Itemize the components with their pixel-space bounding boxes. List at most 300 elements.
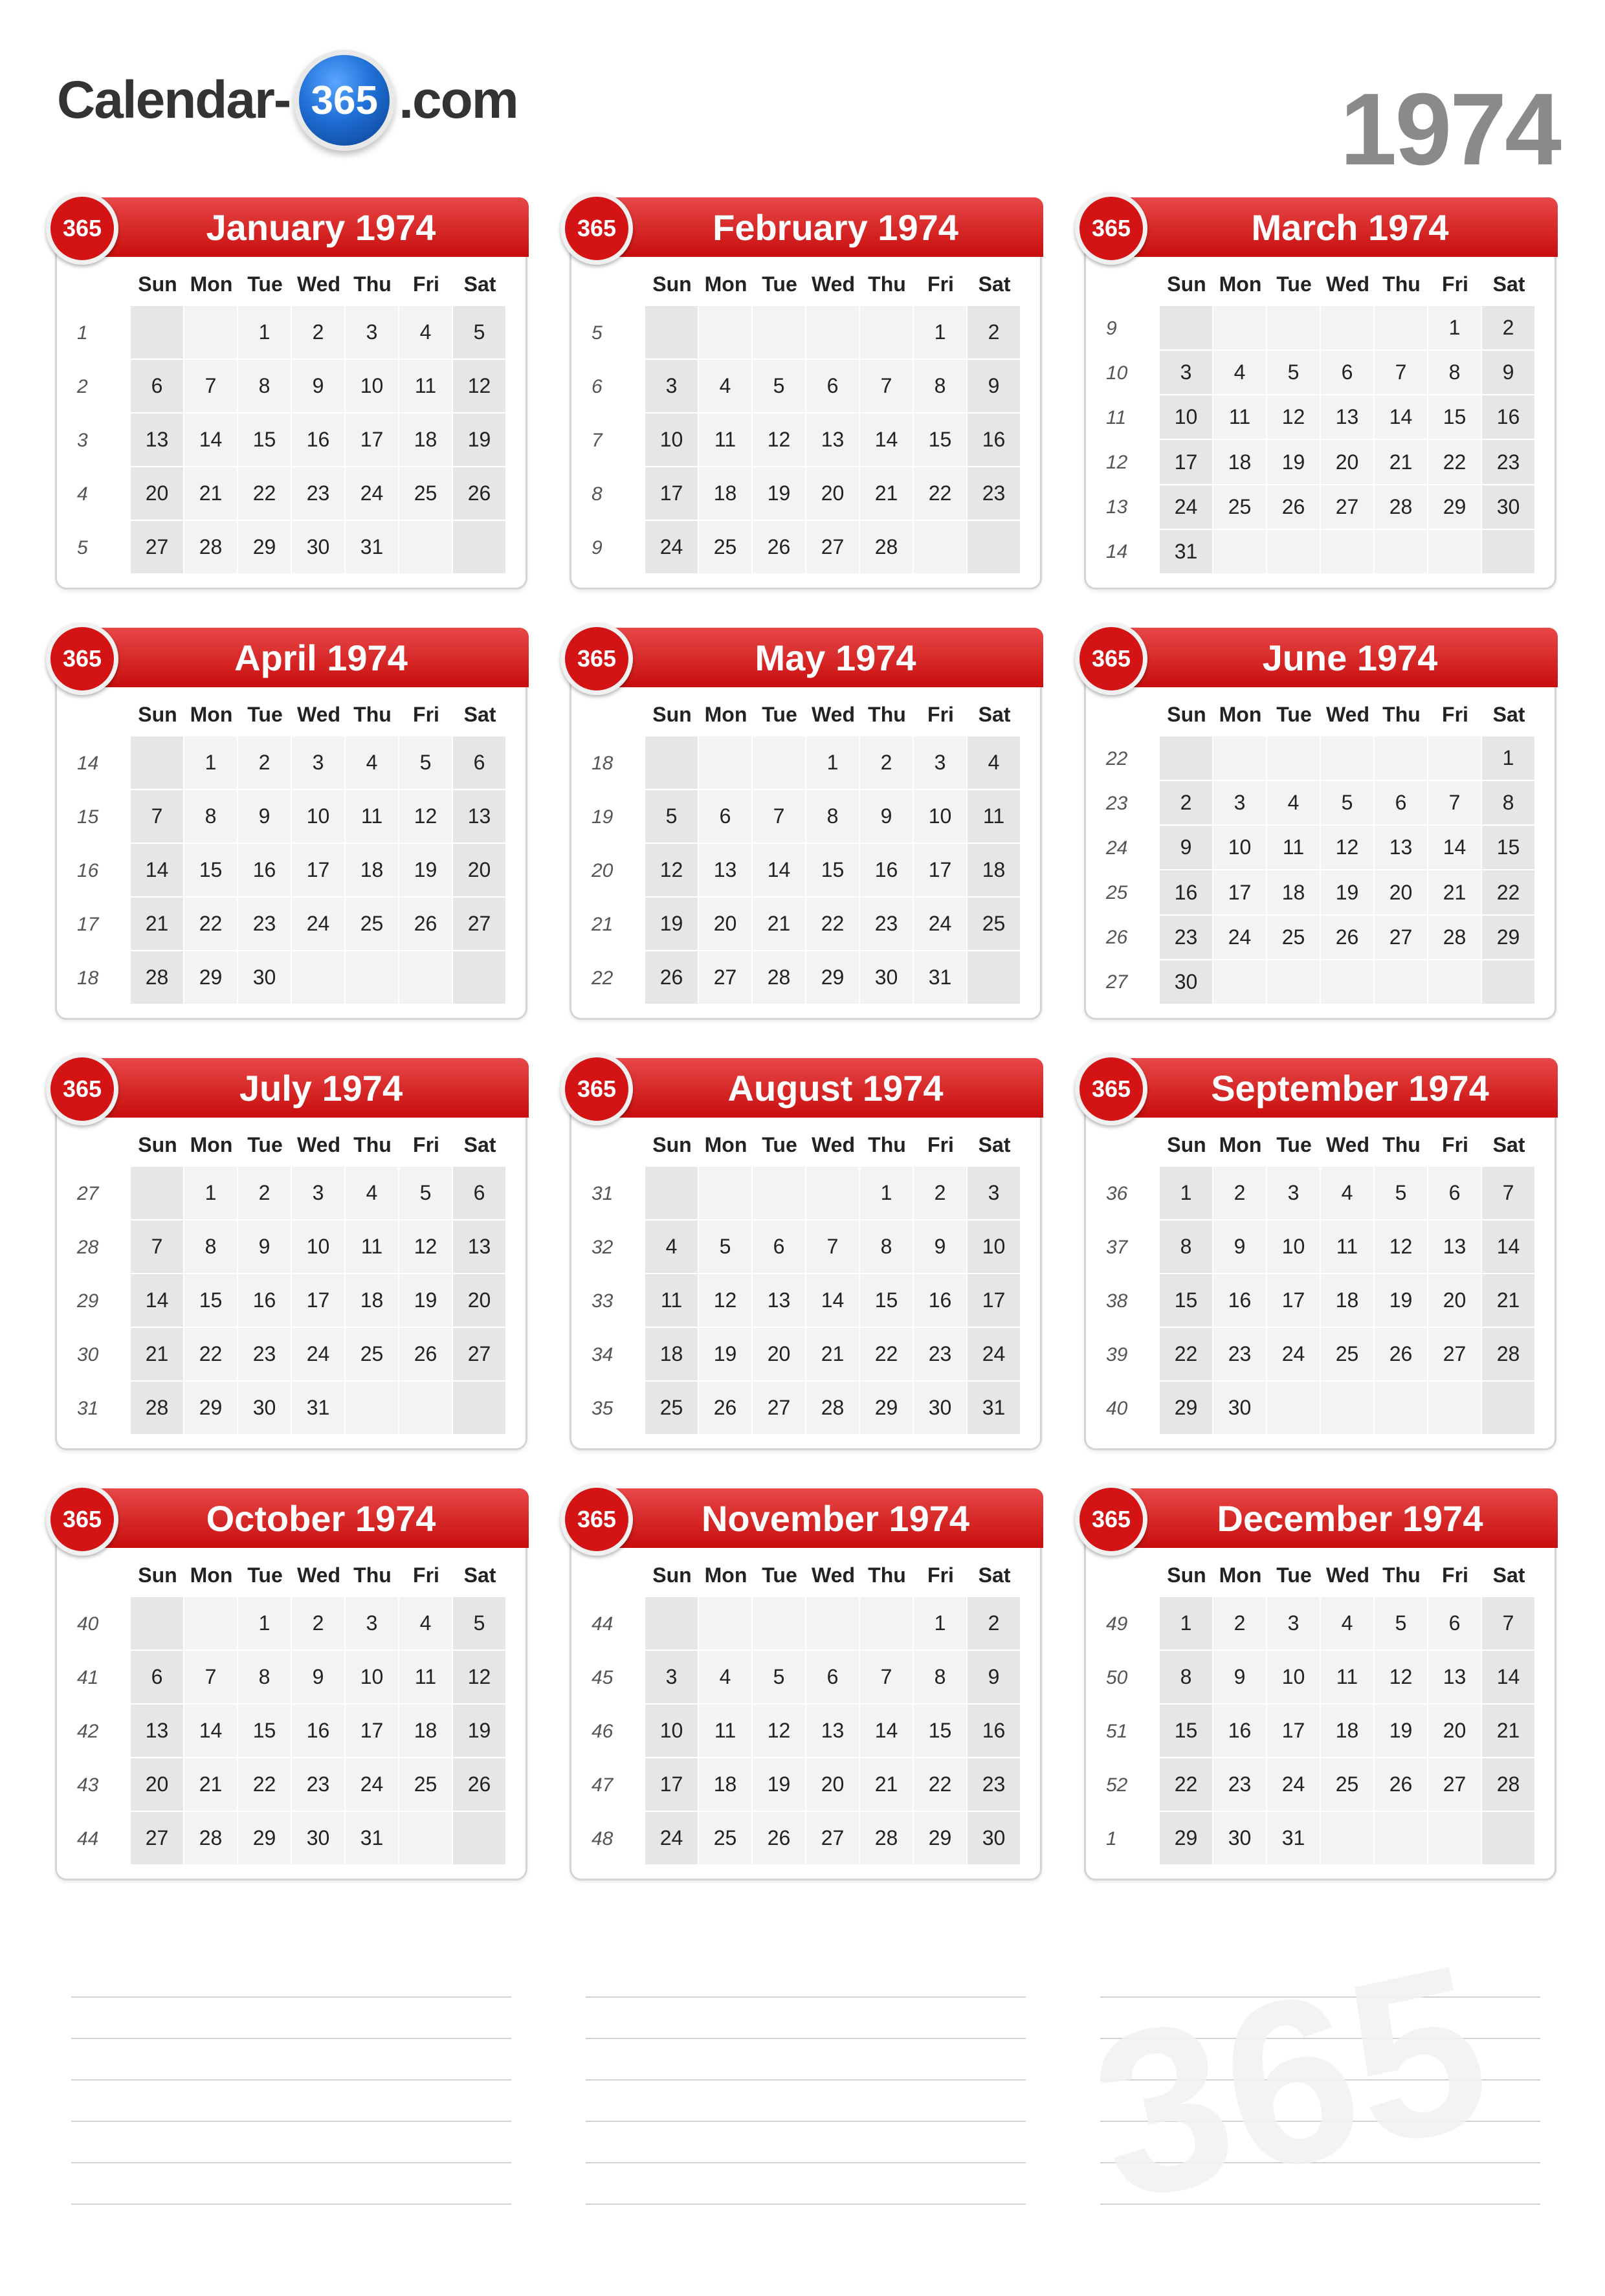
day-cell[interactable]: 29 [238,1812,292,1866]
day-cell[interactable]: 27 [1428,1758,1482,1812]
day-cell[interactable]: 7 [1482,1167,1536,1220]
day-cell[interactable]: 11 [399,1651,453,1705]
day-cell[interactable]: 3 [292,1167,346,1220]
day-cell[interactable]: 18 [1321,1705,1375,1758]
day-cell[interactable]: 24 [645,521,699,575]
day-cell[interactable]: 16 [1213,1705,1267,1758]
day-cell[interactable]: 16 [238,1274,292,1328]
day-cell[interactable]: 21 [1428,870,1482,915]
day-cell[interactable]: 24 [914,898,968,951]
day-cell[interactable]: 13 [806,1705,860,1758]
day-cell[interactable]: 13 [753,1274,806,1328]
day-cell[interactable]: 26 [753,1812,806,1866]
day-cell[interactable]: 23 [292,467,346,521]
day-cell[interactable]: 10 [346,360,399,414]
day-cell[interactable]: 28 [806,1382,860,1435]
day-cell[interactable]: 4 [968,736,1021,790]
day-cell[interactable]: 12 [453,1651,507,1705]
day-cell[interactable]: 9 [860,790,914,844]
day-cell[interactable]: 5 [753,360,806,414]
day-cell[interactable]: 7 [806,1220,860,1274]
day-cell[interactable]: 17 [1160,440,1213,485]
day-cell[interactable]: 1 [860,1167,914,1220]
day-cell[interactable]: 22 [238,1758,292,1812]
day-cell[interactable]: 29 [1160,1812,1213,1866]
day-cell[interactable]: 8 [1482,781,1536,826]
day-cell[interactable]: 9 [292,360,346,414]
day-cell[interactable]: 7 [131,1220,184,1274]
day-cell[interactable]: 4 [1213,351,1267,395]
day-cell[interactable]: 10 [968,1220,1021,1274]
day-cell[interactable]: 14 [131,1274,184,1328]
day-cell[interactable]: 2 [1482,306,1536,351]
day-cell[interactable]: 25 [1321,1328,1375,1382]
day-cell[interactable]: 18 [1213,440,1267,485]
day-cell[interactable]: 18 [346,844,399,898]
day-cell[interactable]: 11 [699,1705,753,1758]
day-cell[interactable]: 3 [346,306,399,360]
day-cell[interactable]: 1 [184,736,238,790]
day-cell[interactable]: 6 [699,790,753,844]
day-cell[interactable]: 31 [968,1382,1021,1435]
day-cell[interactable]: 31 [346,1812,399,1866]
day-cell[interactable]: 4 [346,736,399,790]
day-cell[interactable]: 29 [1428,485,1482,530]
day-cell[interactable]: 19 [753,1758,806,1812]
day-cell[interactable]: 17 [645,1758,699,1812]
day-cell[interactable]: 27 [1428,1328,1482,1382]
day-cell[interactable]: 11 [399,360,453,414]
day-cell[interactable]: 30 [292,1812,346,1866]
day-cell[interactable]: 29 [184,1382,238,1435]
day-cell[interactable]: 8 [1428,351,1482,395]
day-cell[interactable]: 3 [968,1167,1021,1220]
day-cell[interactable]: 5 [1321,781,1375,826]
day-cell[interactable]: 17 [1213,870,1267,915]
day-cell[interactable]: 5 [645,790,699,844]
day-cell[interactable]: 24 [292,898,346,951]
day-cell[interactable]: 22 [238,467,292,521]
day-cell[interactable]: 20 [1321,440,1375,485]
day-cell[interactable]: 26 [1375,1758,1428,1812]
day-cell[interactable]: 31 [346,521,399,575]
day-cell[interactable]: 24 [1267,1328,1321,1382]
day-cell[interactable]: 24 [645,1812,699,1866]
day-cell[interactable]: 5 [399,1167,453,1220]
day-cell[interactable]: 12 [753,414,806,467]
day-cell[interactable]: 29 [1482,916,1536,960]
day-cell[interactable]: 8 [860,1220,914,1274]
day-cell[interactable]: 14 [131,844,184,898]
day-cell[interactable]: 4 [399,1597,453,1651]
day-cell[interactable]: 18 [645,1328,699,1382]
day-cell[interactable]: 4 [1267,781,1321,826]
day-cell[interactable]: 1 [184,1167,238,1220]
day-cell[interactable]: 3 [346,1597,399,1651]
day-cell[interactable]: 15 [1160,1705,1213,1758]
day-cell[interactable]: 17 [1267,1705,1321,1758]
day-cell[interactable]: 1 [914,1597,968,1651]
day-cell[interactable]: 28 [184,1812,238,1866]
day-cell[interactable]: 12 [1375,1651,1428,1705]
day-cell[interactable]: 30 [1213,1812,1267,1866]
day-cell[interactable]: 9 [1160,826,1213,870]
day-cell[interactable]: 16 [968,414,1021,467]
day-cell[interactable]: 30 [1482,485,1536,530]
day-cell[interactable]: 10 [645,1705,699,1758]
day-cell[interactable]: 5 [1375,1597,1428,1651]
day-cell[interactable]: 4 [699,360,753,414]
day-cell[interactable]: 16 [238,844,292,898]
day-cell[interactable]: 25 [1213,485,1267,530]
day-cell[interactable]: 11 [1267,826,1321,870]
day-cell[interactable]: 13 [1428,1220,1482,1274]
day-cell[interactable]: 20 [131,1758,184,1812]
day-cell[interactable]: 25 [699,1812,753,1866]
day-cell[interactable]: 26 [645,951,699,1005]
day-cell[interactable]: 5 [453,1597,507,1651]
day-cell[interactable]: 17 [645,467,699,521]
day-cell[interactable]: 6 [1321,351,1375,395]
day-cell[interactable]: 19 [1267,440,1321,485]
day-cell[interactable]: 17 [914,844,968,898]
day-cell[interactable]: 2 [1160,781,1213,826]
day-cell[interactable]: 2 [292,1597,346,1651]
day-cell[interactable]: 26 [453,1758,507,1812]
day-cell[interactable]: 21 [860,1758,914,1812]
day-cell[interactable]: 23 [238,898,292,951]
day-cell[interactable]: 3 [645,1651,699,1705]
day-cell[interactable]: 27 [806,521,860,575]
day-cell[interactable]: 14 [1428,826,1482,870]
day-cell[interactable]: 27 [453,1328,507,1382]
day-cell[interactable]: 20 [699,898,753,951]
day-cell[interactable]: 12 [645,844,699,898]
day-cell[interactable]: 9 [292,1651,346,1705]
day-cell[interactable]: 13 [131,414,184,467]
day-cell[interactable]: 28 [131,951,184,1005]
day-cell[interactable]: 25 [399,1758,453,1812]
day-cell[interactable]: 14 [1482,1220,1536,1274]
day-cell[interactable]: 26 [1375,1328,1428,1382]
day-cell[interactable]: 29 [806,951,860,1005]
day-cell[interactable]: 8 [238,360,292,414]
day-cell[interactable]: 20 [1428,1705,1482,1758]
day-cell[interactable]: 4 [346,1167,399,1220]
day-cell[interactable]: 10 [645,414,699,467]
day-cell[interactable]: 16 [914,1274,968,1328]
day-cell[interactable]: 13 [453,1220,507,1274]
day-cell[interactable]: 25 [1267,916,1321,960]
day-cell[interactable]: 20 [806,1758,860,1812]
day-cell[interactable]: 24 [346,467,399,521]
day-cell[interactable]: 17 [346,414,399,467]
day-cell[interactable]: 26 [1267,485,1321,530]
day-cell[interactable]: 18 [699,467,753,521]
day-cell[interactable]: 5 [1375,1167,1428,1220]
day-cell[interactable]: 11 [1213,395,1267,440]
day-cell[interactable]: 12 [399,1220,453,1274]
day-cell[interactable]: 15 [914,414,968,467]
day-cell[interactable]: 14 [753,844,806,898]
day-cell[interactable]: 23 [1482,440,1536,485]
day-cell[interactable]: 28 [1375,485,1428,530]
day-cell[interactable]: 31 [1160,530,1213,575]
day-cell[interactable]: 21 [753,898,806,951]
day-cell[interactable]: 20 [453,1274,507,1328]
day-cell[interactable]: 22 [1160,1758,1213,1812]
day-cell[interactable]: 3 [1267,1597,1321,1651]
day-cell[interactable]: 1 [806,736,860,790]
day-cell[interactable]: 7 [184,1651,238,1705]
day-cell[interactable]: 9 [968,360,1021,414]
day-cell[interactable]: 8 [914,360,968,414]
day-cell[interactable]: 9 [238,790,292,844]
day-cell[interactable]: 9 [914,1220,968,1274]
day-cell[interactable]: 14 [184,1705,238,1758]
day-cell[interactable]: 4 [1321,1167,1375,1220]
day-cell[interactable]: 24 [968,1328,1021,1382]
day-cell[interactable]: 10 [1267,1220,1321,1274]
day-cell[interactable]: 14 [184,414,238,467]
day-cell[interactable]: 6 [806,360,860,414]
day-cell[interactable]: 21 [1482,1274,1536,1328]
day-cell[interactable]: 27 [1375,916,1428,960]
day-cell[interactable]: 29 [184,951,238,1005]
day-cell[interactable]: 8 [914,1651,968,1705]
day-cell[interactable]: 12 [1321,826,1375,870]
day-cell[interactable]: 17 [1267,1274,1321,1328]
day-cell[interactable]: 7 [753,790,806,844]
day-cell[interactable]: 28 [860,1812,914,1866]
day-cell[interactable]: 1 [1160,1167,1213,1220]
day-cell[interactable]: 30 [860,951,914,1005]
day-cell[interactable]: 18 [699,1758,753,1812]
day-cell[interactable]: 16 [1213,1274,1267,1328]
day-cell[interactable]: 8 [184,790,238,844]
day-cell[interactable]: 4 [399,306,453,360]
day-cell[interactable]: 11 [1321,1220,1375,1274]
day-cell[interactable]: 26 [699,1382,753,1435]
day-cell[interactable]: 3 [914,736,968,790]
day-cell[interactable]: 1 [238,1597,292,1651]
day-cell[interactable]: 8 [238,1651,292,1705]
day-cell[interactable]: 25 [346,898,399,951]
day-cell[interactable]: 21 [1482,1705,1536,1758]
day-cell[interactable]: 16 [860,844,914,898]
day-cell[interactable]: 16 [1482,395,1536,440]
day-cell[interactable]: 3 [1267,1167,1321,1220]
day-cell[interactable]: 3 [645,360,699,414]
day-cell[interactable]: 19 [645,898,699,951]
day-cell[interactable]: 22 [1482,870,1536,915]
day-cell[interactable]: 10 [292,790,346,844]
day-cell[interactable]: 5 [1267,351,1321,395]
day-cell[interactable]: 9 [1482,351,1536,395]
day-cell[interactable]: 11 [1321,1651,1375,1705]
day-cell[interactable]: 22 [1160,1328,1213,1382]
day-cell[interactable]: 18 [399,1705,453,1758]
day-cell[interactable]: 30 [1160,960,1213,1005]
day-cell[interactable]: 25 [968,898,1021,951]
day-cell[interactable]: 24 [346,1758,399,1812]
day-cell[interactable]: 7 [184,360,238,414]
day-cell[interactable]: 28 [860,521,914,575]
day-cell[interactable]: 7 [1482,1597,1536,1651]
day-cell[interactable]: 4 [1321,1597,1375,1651]
day-cell[interactable]: 11 [645,1274,699,1328]
day-cell[interactable]: 3 [1213,781,1267,826]
day-cell[interactable]: 21 [1375,440,1428,485]
day-cell[interactable]: 29 [860,1382,914,1435]
day-cell[interactable]: 23 [292,1758,346,1812]
day-cell[interactable]: 9 [238,1220,292,1274]
day-cell[interactable]: 12 [699,1274,753,1328]
day-cell[interactable]: 26 [1321,916,1375,960]
day-cell[interactable]: 20 [806,467,860,521]
day-cell[interactable]: 23 [914,1328,968,1382]
day-cell[interactable]: 27 [699,951,753,1005]
day-cell[interactable]: 19 [1375,1705,1428,1758]
day-cell[interactable]: 2 [968,1597,1021,1651]
day-cell[interactable]: 8 [1160,1220,1213,1274]
day-cell[interactable]: 11 [346,1220,399,1274]
day-cell[interactable]: 28 [1428,916,1482,960]
day-cell[interactable]: 14 [860,414,914,467]
day-cell[interactable]: 18 [1321,1274,1375,1328]
day-cell[interactable]: 10 [346,1651,399,1705]
day-cell[interactable]: 7 [131,790,184,844]
day-cell[interactable]: 27 [806,1812,860,1866]
day-cell[interactable]: 20 [131,467,184,521]
day-cell[interactable]: 6 [753,1220,806,1274]
day-cell[interactable]: 11 [968,790,1021,844]
day-cell[interactable]: 12 [1267,395,1321,440]
day-cell[interactable]: 5 [399,736,453,790]
day-cell[interactable]: 19 [699,1328,753,1382]
day-cell[interactable]: 4 [699,1651,753,1705]
day-cell[interactable]: 15 [184,844,238,898]
day-cell[interactable]: 24 [1267,1758,1321,1812]
day-cell[interactable]: 30 [292,521,346,575]
day-cell[interactable]: 9 [1213,1220,1267,1274]
day-cell[interactable]: 5 [453,306,507,360]
day-cell[interactable]: 15 [1482,826,1536,870]
day-cell[interactable]: 12 [399,790,453,844]
day-cell[interactable]: 12 [753,1705,806,1758]
day-cell[interactable]: 2 [238,1167,292,1220]
day-cell[interactable]: 27 [131,521,184,575]
day-cell[interactable]: 6 [1375,781,1428,826]
day-cell[interactable]: 19 [453,1705,507,1758]
day-cell[interactable]: 22 [914,467,968,521]
day-cell[interactable]: 1 [1482,736,1536,781]
day-cell[interactable]: 18 [346,1274,399,1328]
day-cell[interactable]: 19 [453,414,507,467]
day-cell[interactable]: 22 [860,1328,914,1382]
day-cell[interactable]: 25 [699,521,753,575]
day-cell[interactable]: 16 [968,1705,1021,1758]
day-cell[interactable]: 22 [184,1328,238,1382]
day-cell[interactable]: 20 [1428,1274,1482,1328]
day-cell[interactable]: 15 [1428,395,1482,440]
day-cell[interactable]: 15 [806,844,860,898]
day-cell[interactable]: 19 [1321,870,1375,915]
day-cell[interactable]: 1 [1160,1597,1213,1651]
day-cell[interactable]: 2 [968,306,1021,360]
day-cell[interactable]: 15 [238,1705,292,1758]
day-cell[interactable]: 14 [1482,1651,1536,1705]
day-cell[interactable]: 13 [131,1705,184,1758]
day-cell[interactable]: 16 [1160,870,1213,915]
day-cell[interactable]: 21 [131,898,184,951]
day-cell[interactable]: 23 [968,467,1021,521]
day-cell[interactable]: 7 [860,1651,914,1705]
day-cell[interactable]: 22 [914,1758,968,1812]
day-cell[interactable]: 31 [292,1382,346,1435]
day-cell[interactable]: 8 [184,1220,238,1274]
day-cell[interactable]: 11 [699,414,753,467]
day-cell[interactable]: 10 [1267,1651,1321,1705]
day-cell[interactable]: 29 [1160,1382,1213,1435]
day-cell[interactable]: 13 [1428,1651,1482,1705]
day-cell[interactable]: 20 [753,1328,806,1382]
day-cell[interactable]: 28 [184,521,238,575]
day-cell[interactable]: 16 [292,1705,346,1758]
day-cell[interactable]: 17 [346,1705,399,1758]
day-cell[interactable]: 10 [1213,826,1267,870]
day-cell[interactable]: 26 [753,521,806,575]
day-cell[interactable]: 23 [968,1758,1021,1812]
day-cell[interactable]: 30 [238,951,292,1005]
day-cell[interactable]: 6 [806,1651,860,1705]
day-cell[interactable]: 27 [753,1382,806,1435]
day-cell[interactable]: 21 [806,1328,860,1382]
day-cell[interactable]: 21 [184,467,238,521]
day-cell[interactable]: 1 [1428,306,1482,351]
day-cell[interactable]: 30 [968,1812,1021,1866]
day-cell[interactable]: 13 [699,844,753,898]
day-cell[interactable]: 18 [968,844,1021,898]
day-cell[interactable]: 31 [1267,1812,1321,1866]
day-cell[interactable]: 27 [131,1812,184,1866]
day-cell[interactable]: 14 [860,1705,914,1758]
day-cell[interactable]: 15 [914,1705,968,1758]
day-cell[interactable]: 5 [699,1220,753,1274]
day-cell[interactable]: 28 [1482,1328,1536,1382]
day-cell[interactable]: 15 [184,1274,238,1328]
day-cell[interactable]: 9 [968,1651,1021,1705]
day-cell[interactable]: 22 [806,898,860,951]
day-cell[interactable]: 10 [1160,395,1213,440]
day-cell[interactable]: 2 [238,736,292,790]
day-cell[interactable]: 13 [1375,826,1428,870]
day-cell[interactable]: 24 [1160,485,1213,530]
day-cell[interactable]: 25 [1321,1758,1375,1812]
day-cell[interactable]: 28 [753,951,806,1005]
day-cell[interactable]: 23 [1160,916,1213,960]
day-cell[interactable]: 9 [1213,1651,1267,1705]
day-cell[interactable]: 14 [806,1274,860,1328]
day-cell[interactable]: 7 [1428,781,1482,826]
day-cell[interactable]: 16 [292,414,346,467]
day-cell[interactable]: 17 [292,844,346,898]
day-cell[interactable]: 28 [1482,1758,1536,1812]
day-cell[interactable]: 25 [399,467,453,521]
day-cell[interactable]: 12 [453,360,507,414]
day-cell[interactable]: 11 [346,790,399,844]
day-cell[interactable]: 1 [914,306,968,360]
